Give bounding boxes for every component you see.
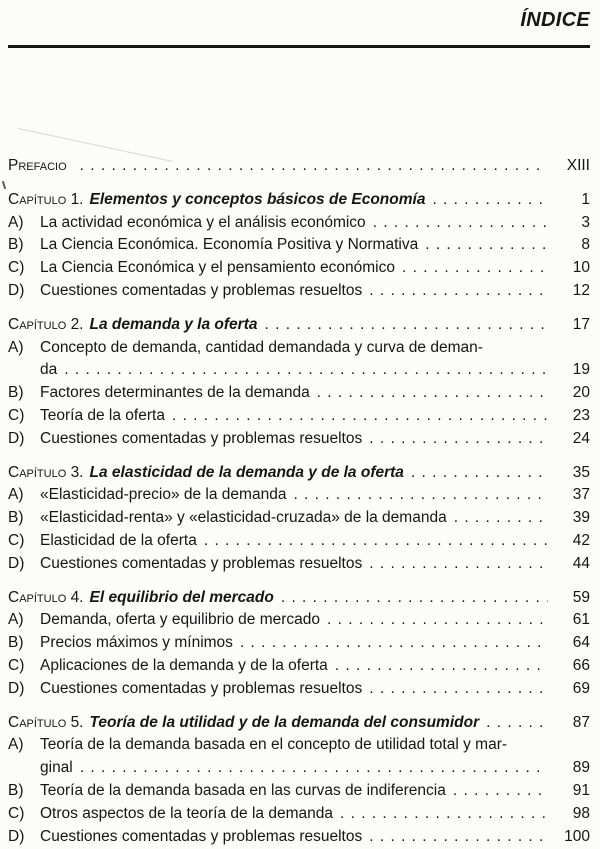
section-label: D) (8, 827, 25, 845)
page-title: ÍNDICE (520, 9, 590, 31)
section-title: Precios máximos y mínimos (40, 634, 233, 652)
chapter-group-1 (8, 189, 590, 303)
preface-page-number: XIII (566, 157, 590, 174)
section-page-number: 64 (572, 634, 590, 652)
chapter-label: Capítulo 4. (8, 588, 84, 606)
chapter-heading-row (8, 462, 590, 485)
section-title: Demanda, oferta y equilibrio de mercado (40, 611, 321, 629)
section-label: B) (8, 384, 24, 402)
header-rule (8, 45, 590, 48)
dot-leader (446, 780, 548, 803)
section-row (8, 734, 590, 757)
section-label: A) (8, 213, 24, 231)
section-row (8, 234, 590, 257)
dot-leader (257, 314, 548, 337)
chapter-label: Capítulo 1. (8, 190, 84, 208)
dot-leader (362, 553, 548, 576)
chapter-title: Teoría de la utilidad y de la demanda del consumidor (89, 713, 480, 731)
section-page-number: 8 (581, 236, 590, 254)
section-title: da (40, 361, 58, 379)
chapter-title: La demanda y la oferta (89, 315, 258, 333)
table-of-contents (8, 155, 590, 848)
section-page-number: 19 (572, 361, 590, 379)
dot-leader (362, 826, 548, 849)
section-row (8, 382, 590, 405)
section-title: Cuestiones comentadas y problemas resueltos (40, 679, 363, 697)
section-title: Cuestiones comentadas y problemas resueltos (40, 827, 363, 845)
chapter-title: El equilibrio del mercado (89, 588, 274, 606)
section-title: Aplicaciones de la demanda y de la oferta (40, 656, 328, 674)
section-row (8, 507, 590, 530)
section-title: Cuestiones comentadas y problemas resueltos (40, 281, 363, 299)
section-label: D) (8, 679, 25, 697)
section-label: B) (8, 509, 24, 527)
dot-leader (366, 212, 548, 235)
section-title: Cuestiones comentadas y problemas resueltos (40, 429, 363, 447)
dot-leader (362, 428, 548, 451)
section-label: D) (8, 429, 25, 447)
section-label: C) (8, 406, 25, 424)
section-title: «Elasticidad-renta» y «elasticidad-cruzada» de la demanda (40, 509, 447, 527)
chapter-page-number: 1 (581, 190, 590, 208)
scan-tick-artifact (2, 181, 6, 189)
dot-leader (274, 587, 548, 610)
dot-leader (362, 678, 548, 701)
section-title: Factores determinantes de la demanda (40, 384, 310, 402)
section-title: Otros aspectos de la teoría de la demanda (40, 804, 333, 822)
section-row (8, 257, 590, 280)
section-row (8, 428, 590, 451)
section-page-number: 3 (581, 213, 590, 231)
chapter-title: La elasticidad de la demanda y de la oferta (89, 463, 404, 481)
section-title: Teoría de la demanda basada en las curvas de indiferencia (40, 781, 446, 799)
preface-label: Prefacio (8, 157, 67, 174)
chapter-page-number: 59 (572, 588, 590, 606)
dot-leader (328, 655, 548, 678)
section-title: La Ciencia Económica y el pensamiento económico (40, 259, 395, 277)
section-label: A) (8, 736, 24, 754)
section-page-number: 69 (572, 679, 590, 697)
chapter-page-number: 17 (572, 315, 590, 333)
dot-leader (197, 530, 548, 553)
section-page-number: 91 (572, 781, 590, 799)
dot-leader (333, 803, 548, 826)
section-label: C) (8, 259, 25, 277)
section-title: Teoría de la oferta (40, 406, 165, 424)
section-title: Teoría de la demanda basada en el concepto de utilidad total y mar- (40, 736, 508, 754)
dot-leader (57, 359, 548, 382)
section-page-number: 61 (572, 611, 590, 629)
dot-leader (320, 609, 548, 632)
chapter-label: Capítulo 5. (8, 713, 84, 731)
chapter-page-number: 35 (572, 463, 590, 481)
section-label: B) (8, 236, 24, 254)
section-page-number: 20 (572, 384, 590, 402)
section-label: A) (8, 338, 24, 356)
section-page-number: 89 (572, 759, 590, 777)
section-page-number: 24 (572, 429, 590, 447)
dot-leader (418, 234, 548, 257)
section-row (8, 530, 590, 553)
section-title: Concepto de demanda, cantidad demandada y curva de deman- (40, 338, 483, 356)
section-row (8, 359, 590, 382)
section-row (8, 280, 590, 303)
section-row (8, 405, 590, 428)
section-title: La actividad económica y el análisis económico (40, 213, 366, 231)
section-page-number: 44 (572, 554, 590, 572)
chapter-heading-row (8, 189, 590, 212)
section-title: «Elasticidad-precio» de la demanda (40, 486, 287, 504)
section-row (8, 632, 590, 655)
dot-leader (479, 712, 548, 735)
section-row (8, 337, 590, 360)
section-label: B) (8, 781, 24, 799)
section-row (8, 678, 590, 701)
section-label: A) (8, 486, 24, 504)
dot-leader (310, 382, 548, 405)
section-row (8, 553, 590, 576)
chapter-page-number: 87 (572, 713, 590, 731)
section-label: C) (8, 531, 25, 549)
section-title: Elasticidad de la oferta (40, 531, 197, 549)
section-page-number: 12 (572, 281, 590, 299)
section-label: D) (8, 554, 25, 572)
section-row (8, 484, 590, 507)
section-label: A) (8, 611, 24, 629)
dot-leader (404, 462, 548, 485)
section-page-number: 23 (572, 406, 590, 424)
section-label: D) (8, 281, 25, 299)
dot-leader (286, 484, 548, 507)
chapter-label: Capítulo 2. (8, 315, 84, 333)
section-label: C) (8, 656, 25, 674)
dot-leader (73, 155, 548, 178)
chapter-group-5 (8, 712, 590, 849)
chapter-heading-row (8, 712, 590, 735)
section-page-number: 66 (572, 656, 590, 674)
chapter-heading-row (8, 587, 590, 610)
chapter-group-3 (8, 462, 590, 576)
section-page-number: 42 (572, 531, 590, 549)
section-row (8, 609, 590, 632)
chapter-label: Capítulo 3. (8, 463, 84, 481)
section-row (8, 826, 590, 849)
dot-leader (165, 405, 548, 428)
section-row (8, 757, 590, 780)
dot-leader (362, 280, 548, 303)
section-page-number: 100 (564, 827, 590, 845)
section-title: La Ciencia Económica. Economía Positiva y Normativa (40, 236, 419, 254)
chapter-heading-row (8, 314, 590, 337)
section-label: B) (8, 634, 24, 652)
section-title: ginal (40, 759, 73, 777)
section-title: Cuestiones comentadas y problemas resueltos (40, 554, 363, 572)
section-row (8, 212, 590, 235)
section-label: C) (8, 804, 25, 822)
section-row (8, 655, 590, 678)
section-page-number: 37 (572, 486, 590, 504)
dot-leader (73, 757, 548, 780)
section-row (8, 803, 590, 826)
chapter-group-2 (8, 314, 590, 451)
chapter-group-4 (8, 587, 590, 701)
dot-leader (425, 189, 548, 212)
dot-leader (395, 257, 548, 280)
section-page-number: 98 (572, 804, 590, 822)
section-page-number: 10 (572, 259, 590, 277)
preface-row (8, 155, 590, 178)
section-page-number: 39 (572, 509, 590, 527)
dot-leader (447, 507, 548, 530)
chapter-title: Elementos y conceptos básicos de Economía (89, 190, 426, 208)
section-row (8, 780, 590, 803)
dot-leader (233, 632, 548, 655)
